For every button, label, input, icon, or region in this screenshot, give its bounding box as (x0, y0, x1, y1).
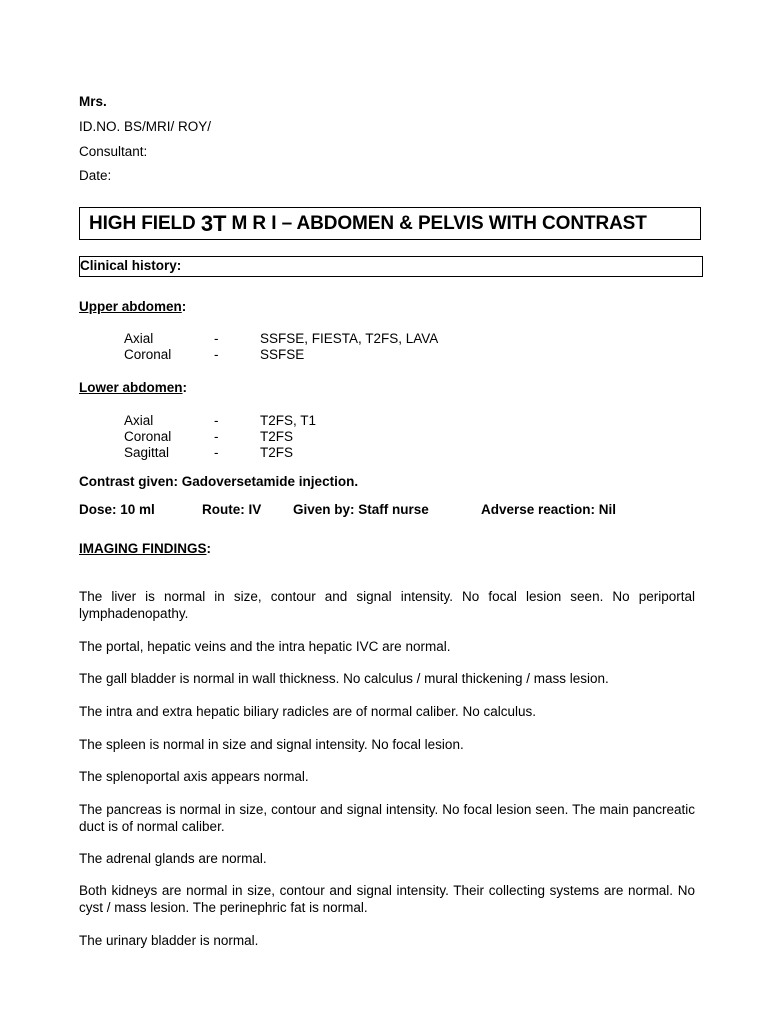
finding-paragraph: The liver is normal in size, contour and signal intensity. No focal lesion seen. No periportal lymphadenopathy. (79, 589, 695, 621)
upper-abdomen-colon: : (181, 299, 187, 314)
finding-paragraph: Both kidneys are normal in size, contour and signal intensity. Their collecting systems are normal. No cyst / mass lesion. The perinephric fat is normal. (79, 883, 695, 915)
finding-paragraph: The adrenal glands are normal. (79, 851, 267, 866)
given-by-value: Given by: Staff nurse (293, 502, 429, 517)
seq-values: T2FS (260, 429, 294, 444)
consultant-label: Consultant: (79, 144, 148, 159)
title-prefix: HIGH FIELD (89, 213, 201, 234)
dose-line (0, 501, 768, 518)
title-suffix: M R I – ABDOMEN & PELVIS WITH CONTRAST (226, 213, 647, 234)
contrast-line: Contrast given: Gadoversetamide injection. (79, 474, 359, 489)
dose-value: Dose: 10 ml (79, 502, 155, 517)
title-field-strength: 3T (200, 211, 227, 236)
seq-plane: Coronal (124, 347, 172, 362)
seq-dash: - (214, 429, 219, 444)
seq-plane: Axial (124, 413, 154, 428)
finding-paragraph: The pancreas is normal in size, contour and signal intensity. No focal lesion seen. The main pancreatic duct is of normal caliber. (79, 802, 695, 834)
date-label: Date: (79, 168, 112, 183)
seq-dash: - (214, 445, 219, 460)
findings-colon: : (206, 541, 211, 556)
seq-dash: - (214, 413, 219, 428)
finding-paragraph: The splenoportal axis appears normal. (79, 769, 309, 784)
seq-dash: - (214, 347, 219, 362)
finding-paragraph: The portal, hepatic veins and the intra hepatic IVC are normal. (79, 639, 451, 654)
seq-plane: Sagittal (124, 445, 170, 460)
finding-paragraph: The gall bladder is normal in wall thickness. No calculus / mural thickening / mass lesion. (79, 671, 609, 686)
adverse-reaction-value: Adverse reaction: Nil (481, 502, 617, 517)
lower-seq-row (124, 412, 524, 429)
lower-abdomen-title: Lower abdomen (79, 380, 183, 395)
seq-plane: Coronal (124, 429, 172, 444)
findings-heading (79, 540, 211, 557)
upper-seq-row (124, 346, 524, 363)
patient-id-line: ID.NO. BS/MRI/ ROY/ (79, 119, 212, 134)
finding-paragraph: The intra and extra hepatic biliary radicles are of normal caliber. No calculus. (79, 704, 536, 719)
lower-seq-row (124, 428, 524, 445)
clinical-history-label: Clinical history: (80, 258, 182, 273)
seq-values: T2FS, T1 (260, 413, 317, 428)
route-value: Route: IV (202, 502, 262, 517)
seq-dash: - (214, 331, 219, 346)
lower-abdomen-heading (79, 379, 187, 396)
lower-seq-row (124, 444, 524, 461)
seq-plane: Axial (124, 331, 154, 346)
seq-values: SSFSE, FIESTA, T2FS, LAVA (260, 331, 439, 346)
seq-values: T2FS (260, 445, 294, 460)
upper-abdomen-heading (79, 298, 186, 315)
finding-paragraph: The spleen is normal in size and signal intensity. No focal lesion. (79, 737, 464, 752)
clinical-history-box (79, 256, 703, 277)
seq-values: SSFSE (260, 347, 305, 362)
upper-seq-row (124, 330, 524, 347)
upper-abdomen-title: Upper abdomen (79, 299, 182, 314)
patient-name-label: Mrs. (79, 94, 107, 109)
finding-paragraph: The urinary bladder is normal. (79, 933, 259, 948)
findings-title: IMAGING FINDINGS (79, 541, 207, 556)
lower-abdomen-colon: : (182, 380, 188, 395)
report-title (79, 207, 701, 240)
